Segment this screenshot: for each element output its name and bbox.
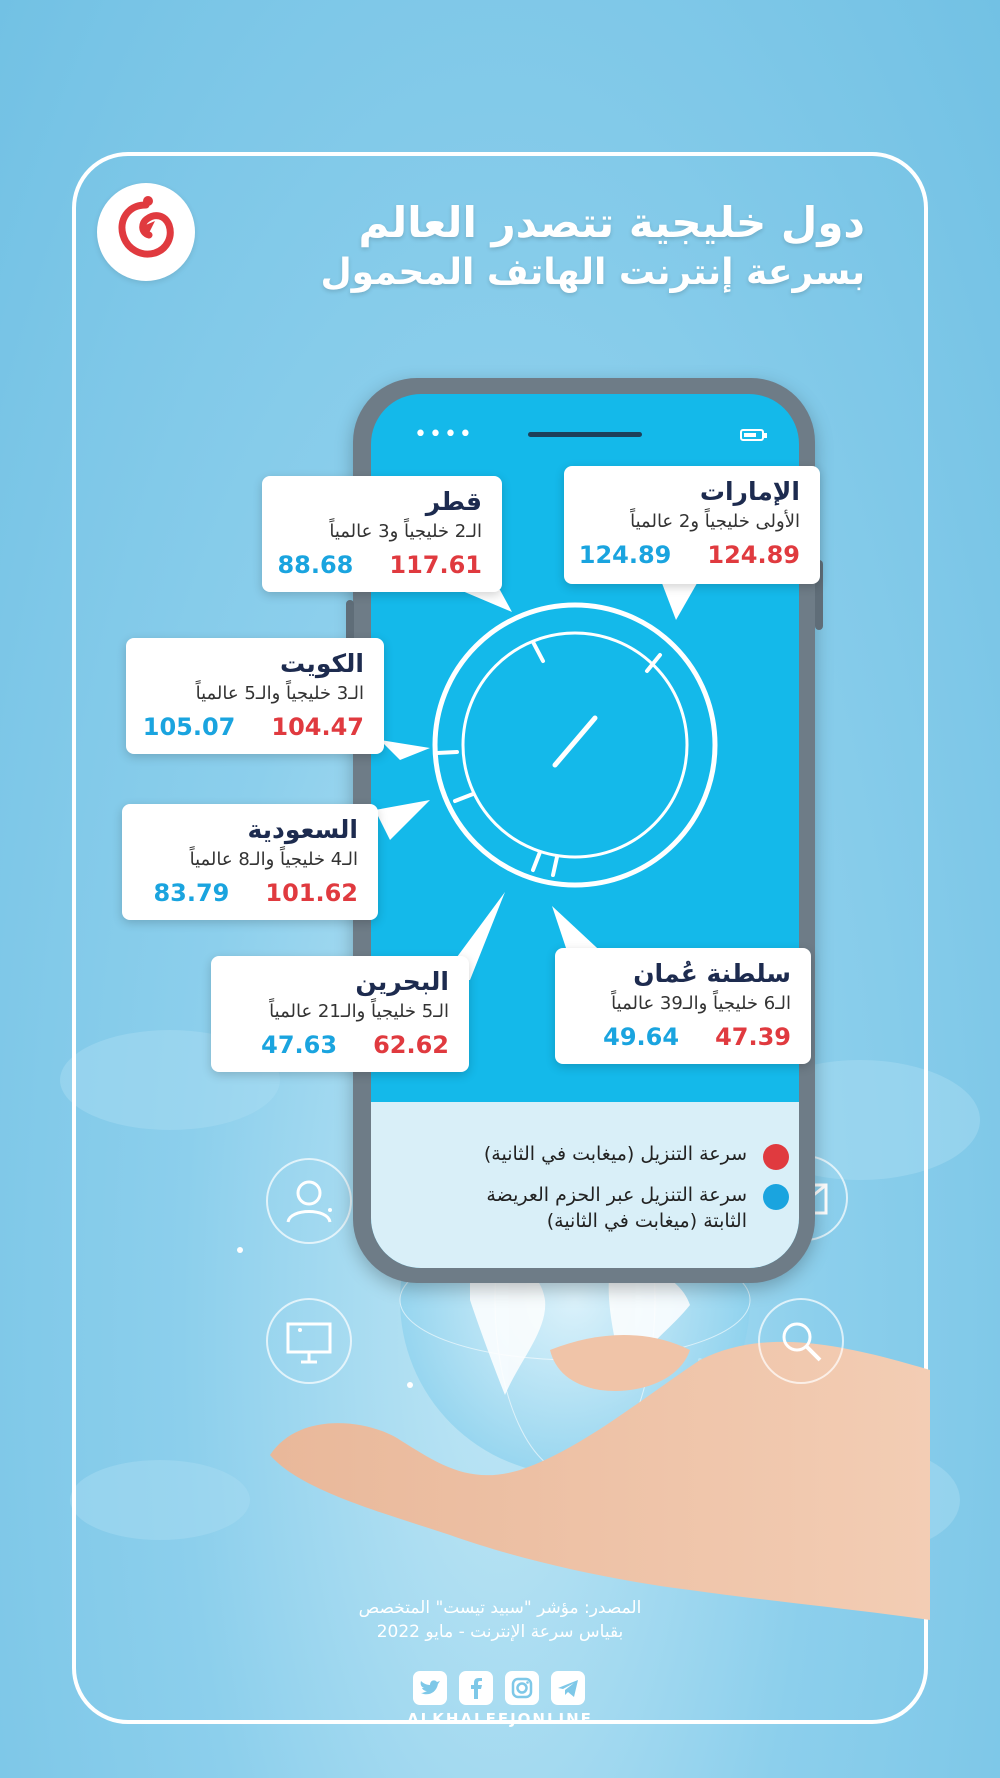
source-note xyxy=(250,1596,750,1644)
broadband-speed-value: 124.89 xyxy=(578,541,672,569)
country-rank: الـ6 خليجياً والـ39 عالمياً xyxy=(611,993,791,1014)
legend-broadband-line-2: الثابتة (ميغابت في الثانية) xyxy=(546,1210,747,1232)
download-speed-value: 47.39 xyxy=(715,1023,791,1051)
source-line-1: المصدر: مؤشر "سبيد تيست" المتخصص xyxy=(358,1598,642,1618)
signal-dots-icon: •••• xyxy=(414,422,474,447)
legend-download xyxy=(484,1143,747,1165)
country-rank: الـ2 خليجياً و3 عالمياً xyxy=(329,521,482,542)
legend-broadband xyxy=(486,1182,747,1234)
legend-download-label: سرعة التنزيل (ميغابت في الثانية) xyxy=(483,1143,747,1165)
country-card-qatar xyxy=(262,476,502,592)
country-name: السعودية xyxy=(247,815,358,844)
brand-name: ALKHALEEJONLINE xyxy=(407,1710,593,1728)
country-card-saudi xyxy=(122,804,378,920)
country-rank: الـ5 خليجياً والـ21 عالمياً xyxy=(269,1001,449,1022)
country-name: البحرين xyxy=(355,967,449,996)
facebook-icon[interactable] xyxy=(459,1671,493,1705)
broadband-speed-value: 105.07 xyxy=(142,713,236,741)
title-line-2: بسرعة إنترنت الهاتف المحمول xyxy=(320,252,865,293)
title-line-1: دول خليجية تتصدر العالم xyxy=(358,198,865,247)
twitter-icon[interactable] xyxy=(413,1671,447,1705)
legend-red-dot xyxy=(763,1144,789,1170)
broadband-speed-value: 88.68 xyxy=(277,551,354,579)
country-rank: الـ3 خليجياً والـ5 عالمياً xyxy=(195,683,364,704)
download-speed-value: 104.47 xyxy=(271,713,364,741)
country-name: قطر xyxy=(425,487,482,516)
country-card-bahrain xyxy=(211,956,469,1072)
broadband-speed-value: 49.64 xyxy=(603,1023,680,1051)
country-card-kuwait xyxy=(126,638,384,754)
country-card-oman xyxy=(555,948,811,1064)
country-rank: الـ4 خليجياً والـ8 عالمياً xyxy=(189,849,358,870)
country-name: الكويت xyxy=(279,649,364,678)
telegram-icon[interactable] xyxy=(551,1671,585,1705)
country-name: سلطنة عُمان xyxy=(633,959,791,988)
country-name: الإمارات xyxy=(699,477,800,506)
legend-broadband-line-1: سرعة التنزيل عبر الحزم العريضة xyxy=(486,1184,747,1206)
country-rank: الأولى خليجياً و2 عالمياً xyxy=(630,511,800,532)
source-line-2: بقياس سرعة الإنترنت - مايو 2022 xyxy=(376,1622,624,1642)
download-speed-value: 124.89 xyxy=(707,541,800,569)
broadband-speed-value: 83.79 xyxy=(153,879,230,907)
download-speed-value: 62.62 xyxy=(373,1031,449,1059)
download-speed-value: 117.61 xyxy=(389,551,482,579)
broadband-speed-value: 47.63 xyxy=(261,1031,338,1059)
country-card-uae xyxy=(564,466,820,584)
download-speed-value: 101.62 xyxy=(265,879,358,907)
instagram-icon[interactable] xyxy=(505,1671,539,1705)
legend-blue-dot xyxy=(763,1184,789,1210)
